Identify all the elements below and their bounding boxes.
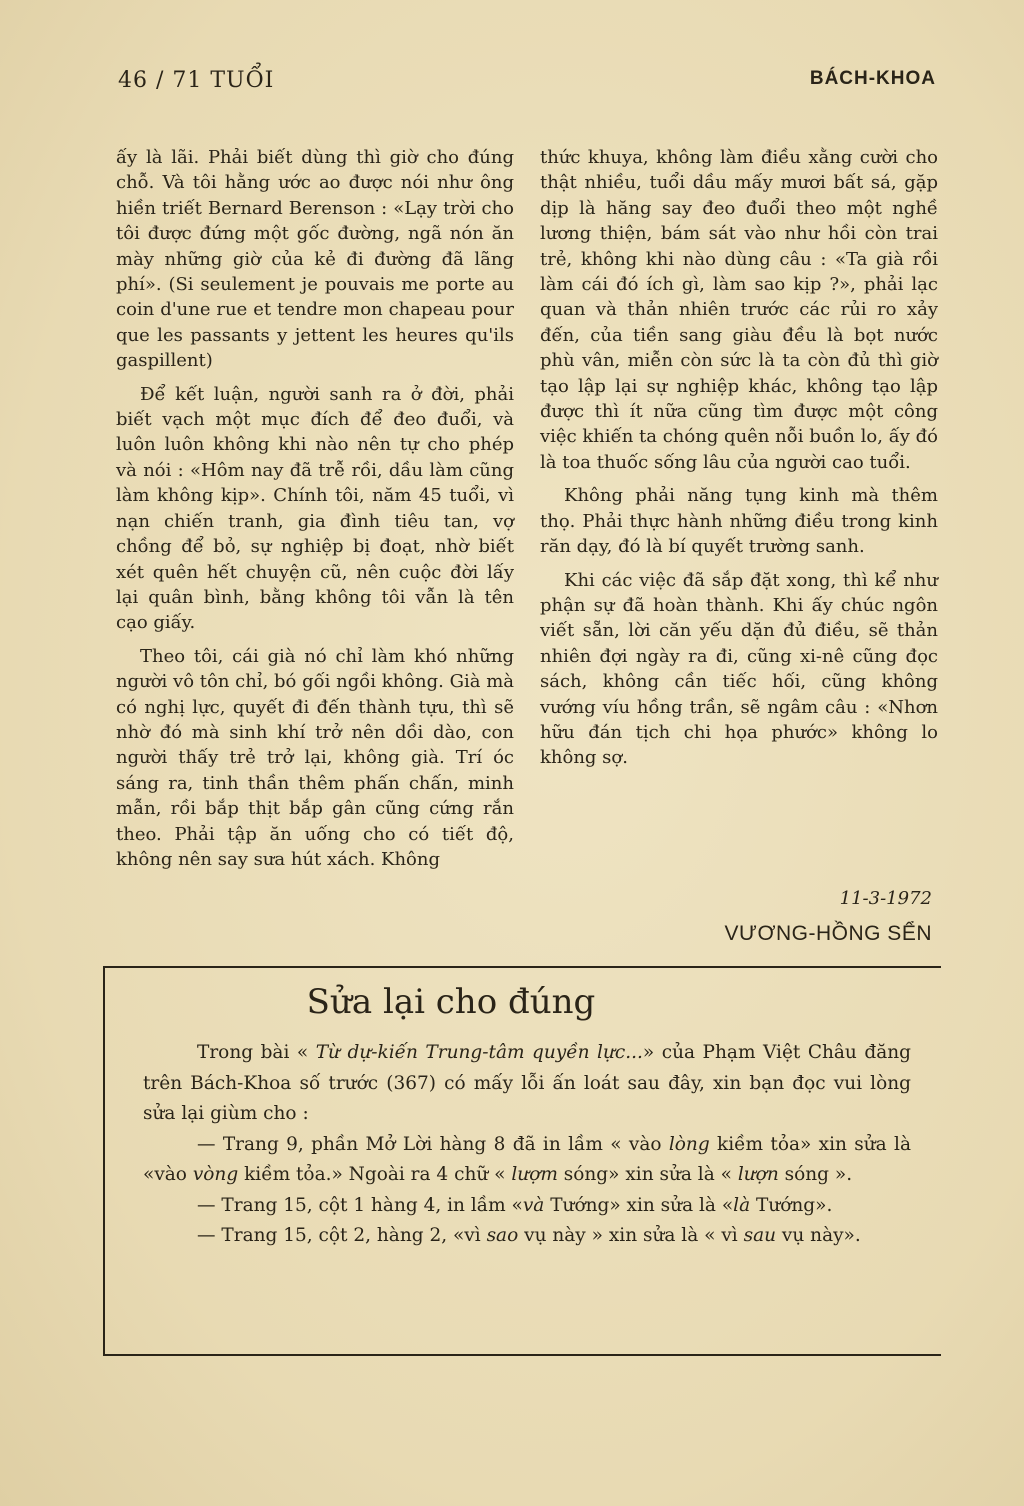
- article-date: 11-3-1972: [839, 888, 932, 909]
- text-run: — Trang 9, phần Mở Lời hàng 8 đã in lầm « vào: [197, 1133, 669, 1155]
- wrong-word: lòng: [668, 1133, 710, 1155]
- correction-body: [143, 1038, 911, 1252]
- correction-item: [143, 1191, 911, 1222]
- text-run: » của Phạm Việt Châu đăng trên Bách-Khoa số trước (367) có mấy lỗi ấn loát sau đây, xin bạn đọc vui lòng sửa lại giùm cho :: [143, 1042, 911, 1124]
- correction-item: [143, 1221, 911, 1252]
- correct-word: là: [733, 1194, 751, 1216]
- wrong-word: sao: [486, 1225, 519, 1246]
- page-number: 46 / 71 TUỔI: [118, 68, 275, 93]
- article-title-ref: Từ dự-kiến Trung-tâm quyền lực...: [315, 1042, 643, 1063]
- wrong-word: và: [522, 1194, 545, 1216]
- correct-word: sau: [743, 1225, 777, 1246]
- text-run: Tướng».: [750, 1194, 833, 1216]
- correction-title: Sửa lại cho đúng: [306, 982, 596, 1022]
- paragraph: thức khuya, không làm điều xằng cười cho thật nhiều, tuổi dầu mấy mươi bất sá, gặp dịp là hăng say đeo đuổi theo một nghề lương thiện, bám sát vào như hồi còn trai trẻ, không khi nào dùng câu : «Ta già rồi làm cái đó ích gì, làm sao kịp ?», phải lạc quan và thản nhiên trước các rủi ro xảy đến, của tiền sang giàu đều là bọt nước phù vân, miễn còn sức là ta còn đủ thì giờ tạo lập lại sự nghiệp khác, không tạo lập được thì ít nữa cũng tìm được một công việc khiến ta chóng quên nỗi buồn lo, ấy đó là toa thuốc sống lâu của người cao tuổi.: [540, 147, 938, 473]
- text-run: Trong bài «: [197, 1042, 316, 1063]
- text-run: Tướng» xin sửa là «: [544, 1194, 734, 1216]
- correct-word: vòng: [192, 1164, 239, 1185]
- text-run: kiềm tỏa.» Ngoài ra 4 chữ «: [238, 1164, 512, 1185]
- article-column-right: [540, 145, 938, 771]
- text-run: sóng» xin sửa là «: [557, 1164, 738, 1185]
- text-run: kiềm tỏa» xin sửa là «vào: [143, 1133, 911, 1185]
- article-author: VƯƠNG-HỒNG SỂN: [724, 922, 932, 945]
- magazine-name: BÁCH-KHOA: [809, 68, 936, 89]
- correction-box: [103, 966, 941, 1356]
- paragraph: Theo tôi, cái già nó chỉ làm khó những người vô tôn chỉ, bó gối ngồi không. Già mà có nghị lực, quyết đi đến thành tựu, thì sẽ nhờ đó mà sinh khí trở nên dồi dào, con người thấy trẻ trở lại, không già. Trí óc sáng ra, tinh thần thêm phấn chấn, minh mẫn, rồi bắp thịt bắp gân cũng cứng rắn theo. Phải tập ăn uống cho có tiết độ, không nên say sưa hút xách. Không: [116, 645, 514, 870]
- text-run: — Trang 15, cột 2, hàng 2, «vì: [197, 1225, 487, 1246]
- correction-item: [143, 1130, 911, 1191]
- article-column-left: [116, 145, 514, 872]
- text-run: — Trang 15, cột 1 hàng 4, in lầm «: [197, 1194, 523, 1216]
- paragraph: ấy là lãi. Phải biết dùng thì giờ cho đúng chỗ. Và tôi hằng ước ao được nói như ông hiền triết Bernard Berenson : «Lạy trời cho tôi được đứng một gốc đường, ngã nón ăn mày những giờ của kẻ đi đường đã lãng phí». (Si seulement je pouvais me porte au coin d'une rue et tendre mon chapeau pour que les passants y jettent les heures qu'ils gaspillent): [116, 147, 514, 372]
- text-run: vụ này » xin sửa là « vì: [518, 1225, 744, 1246]
- paragraph: Để kết luận, người sanh ra ở đời, phải biết vạch một mục đích để đeo đuổi, và luôn luôn không khi nào nên tự cho phép và nói : «Hôm nay đã trễ rồi, dầu làm cũng làm không kịp». Chính tôi, năm 45 tuổi, vì nạn chiến tranh, gia đình tiêu tan, vợ chồng để bỏ, sự nghiệp bị đoạt, nhờ biết xét quên hết chuyện cũ, nên cuộc đời lấy lại quân bình, bằng không tôi vẫn là tên cạo giấy.: [116, 383, 514, 634]
- wrong-word: lượm: [511, 1164, 558, 1185]
- correction-intro: [143, 1038, 911, 1130]
- page-header: [118, 68, 936, 104]
- paragraph: Khi các việc đã sắp đặt xong, thì kể như phận sự đã hoàn thành. Khi ấy chúc ngôn viết sẵn, lời căn yếu dặn đủ điều, sẽ thản nhiên đợi ngày ra đi, cũng xi-nê cũng đọc sách, không cần tiếc hối, cũng không vướng víu hồng trần, sẽ ngâm câu : «Nhơn hữu đán tịch chi họa phước» không lo không sợ.: [540, 569, 938, 769]
- text-run: vụ này».: [776, 1225, 861, 1246]
- paragraph: Không phải năng tụng kinh mà thêm thọ. Phải thực hành những điều trong kinh răn dạy, đó là bí quyết trường sanh.: [540, 485, 938, 558]
- text-run: sóng ».: [778, 1164, 853, 1185]
- correct-word: lượn: [737, 1164, 779, 1185]
